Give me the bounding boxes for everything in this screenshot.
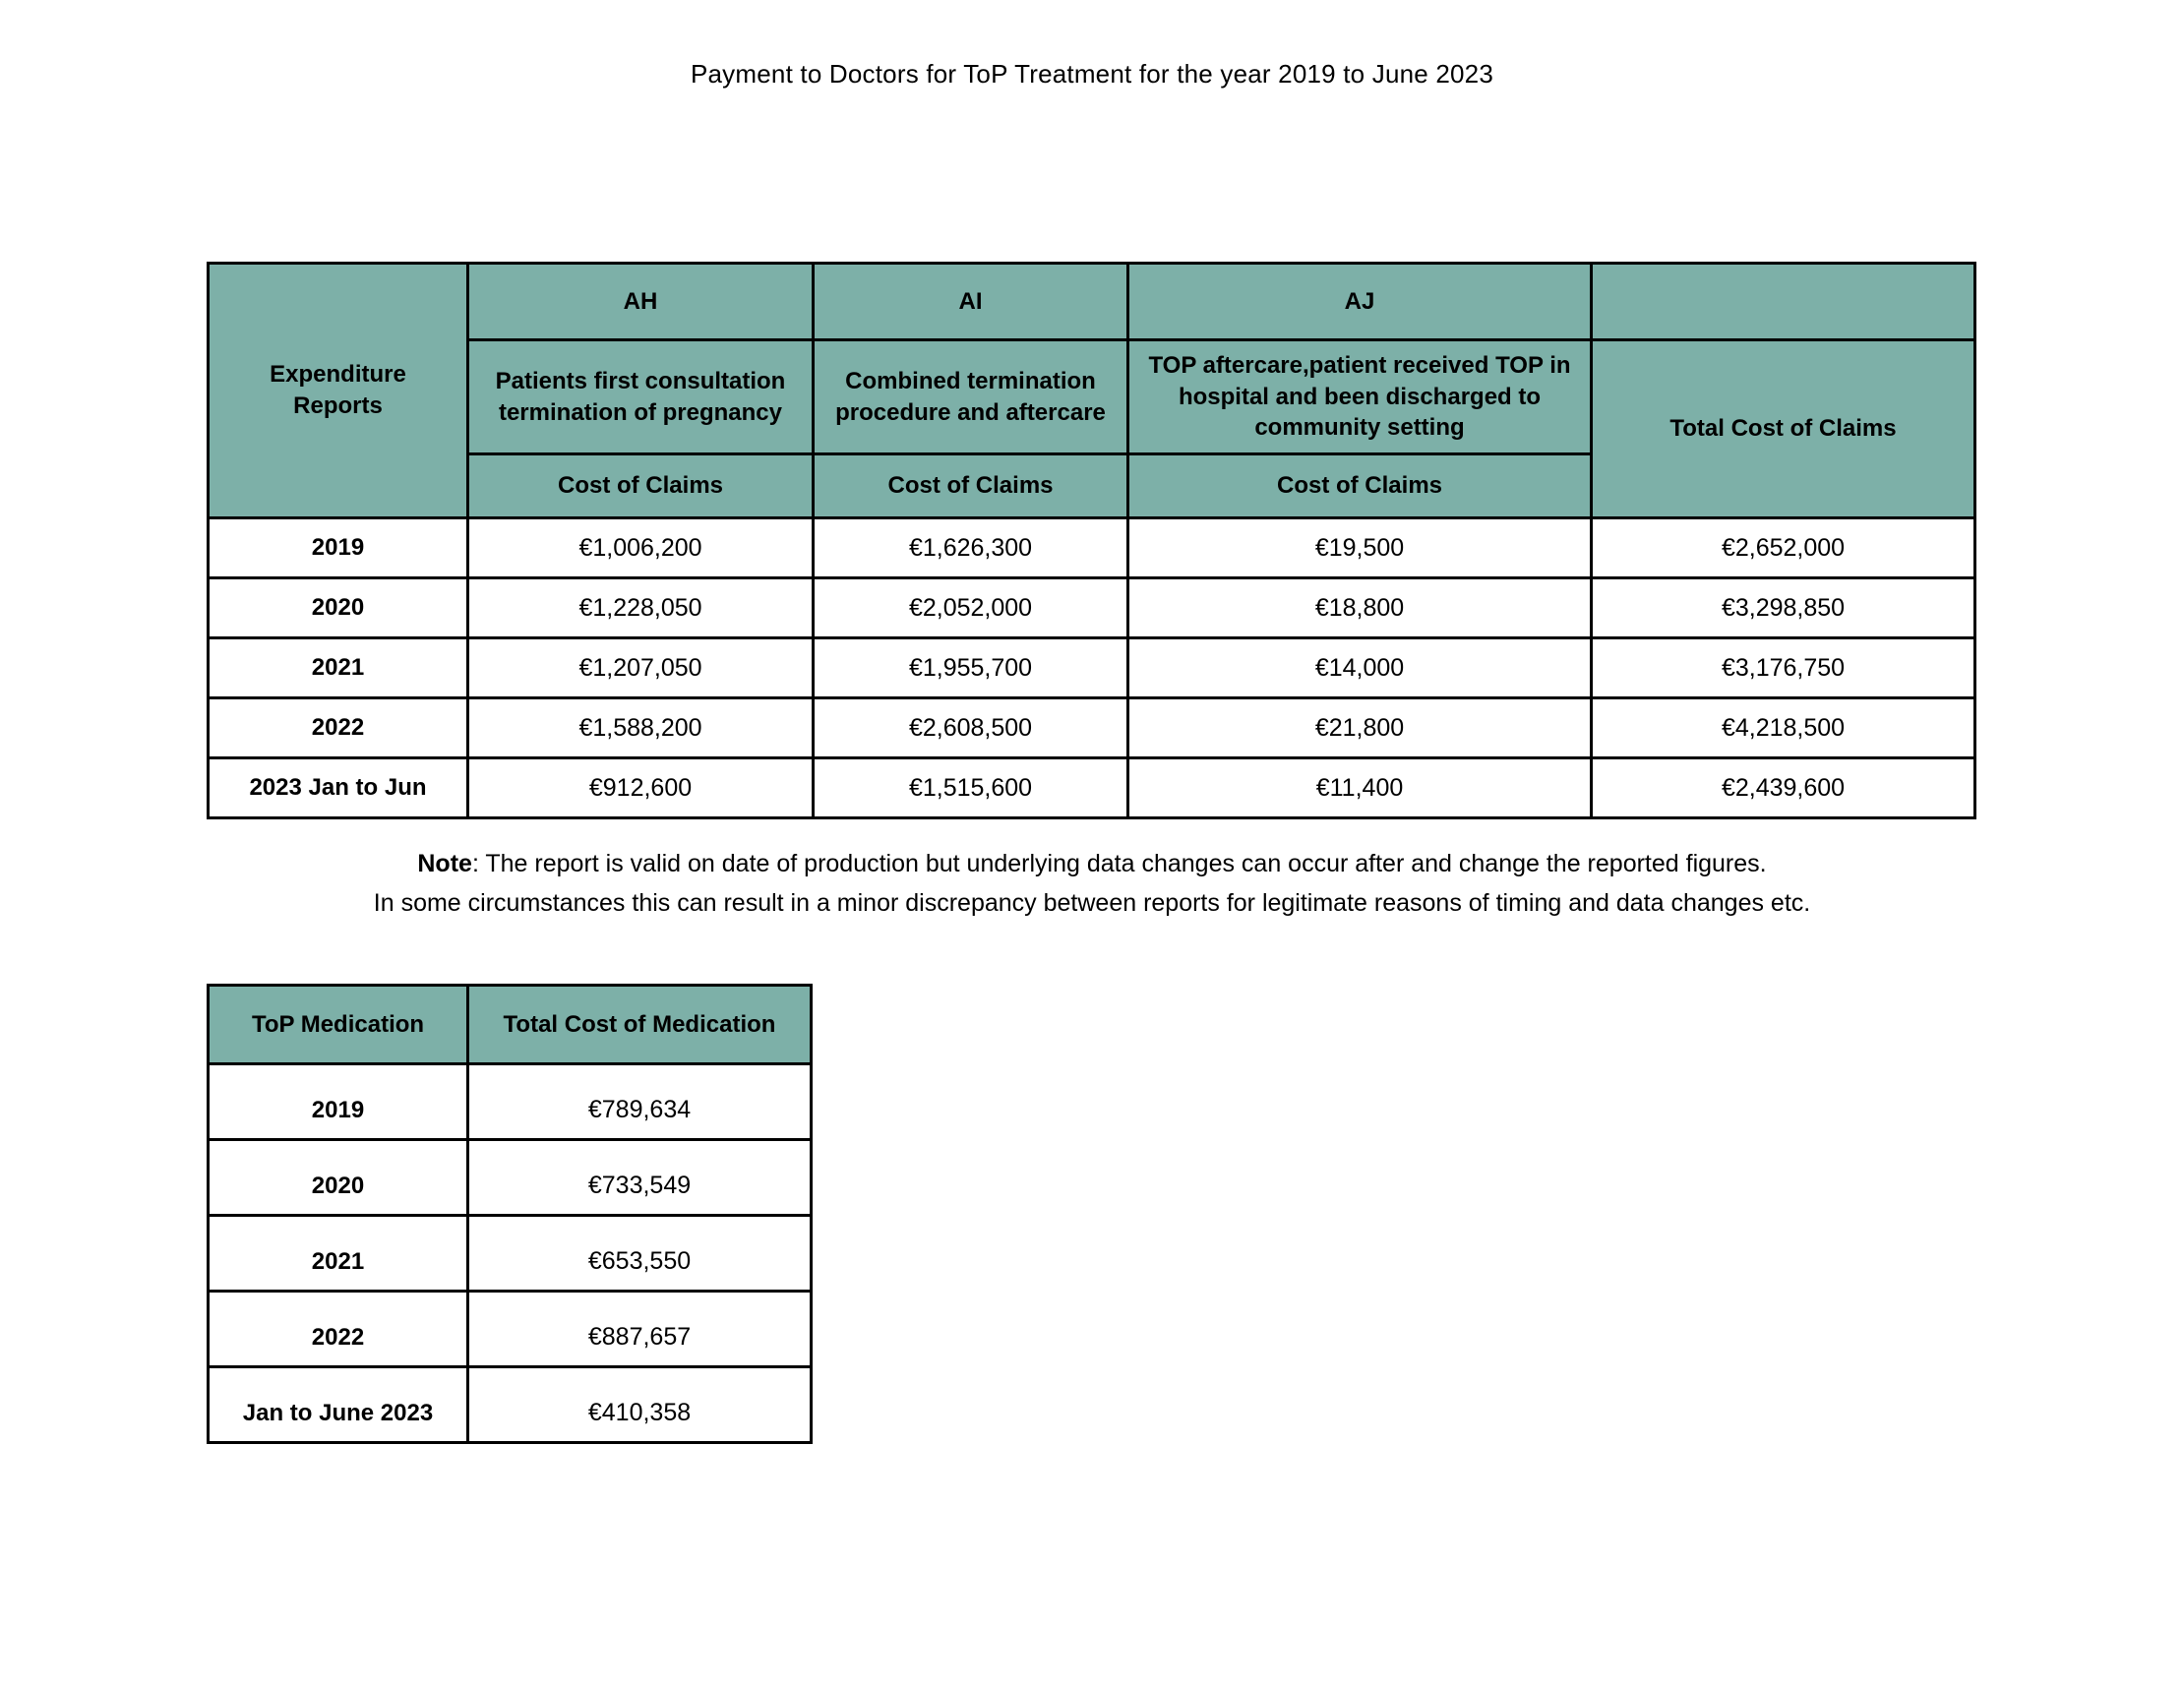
medication-year-label: Jan to June 2023 xyxy=(209,1367,468,1443)
medication-header-label: ToP Medication xyxy=(209,986,468,1064)
claims-code-aj: AJ xyxy=(1128,264,1592,340)
note-line-2: In some circumstances this can result in a minor discrepancy between reports for legitimate reasons of timing and data changes etc. xyxy=(373,889,1811,917)
claims-row-2020 xyxy=(209,578,1975,638)
claims-sub-aj: Cost of Claims xyxy=(1128,454,1592,518)
medication-row-2023 xyxy=(209,1367,812,1443)
medication-cost-value: €733,549 xyxy=(468,1140,812,1216)
claims-value-aj: €21,800 xyxy=(1128,698,1592,758)
claims-value-ai: €1,626,300 xyxy=(814,518,1128,578)
note-line-1-text: : The report is valid on date of production but underlying data changes can occur after and change the reported figures. xyxy=(471,850,1767,877)
claims-year-label: 2021 xyxy=(209,638,468,698)
claims-desc-ai: Combined termination procedure and aftercare xyxy=(814,340,1128,454)
note-label: Note xyxy=(417,850,472,877)
medication-cost-value: €653,550 xyxy=(468,1216,812,1292)
claims-total-header-spacer xyxy=(1592,264,1975,340)
claims-value-ah: €912,600 xyxy=(468,758,814,818)
claims-value-ai: €1,515,600 xyxy=(814,758,1128,818)
claims-expenditure-table xyxy=(207,262,1976,819)
claims-desc-aj: TOP aftercare,patient received TOP in hospital and been discharged to community setting xyxy=(1128,340,1592,454)
claims-year-label: 2023 Jan to Jun xyxy=(209,758,468,818)
claims-value-ai: €1,955,700 xyxy=(814,638,1128,698)
claims-value-total: €4,218,500 xyxy=(1592,698,1975,758)
medication-year-label: 2022 xyxy=(209,1292,468,1367)
claims-value-aj: €19,500 xyxy=(1128,518,1592,578)
claims-row-2019 xyxy=(209,518,1975,578)
medication-header-row xyxy=(209,986,812,1064)
claims-value-aj: €18,800 xyxy=(1128,578,1592,638)
medication-cost-value: €789,634 xyxy=(468,1064,812,1140)
medication-cost-table xyxy=(207,984,813,1444)
claims-row-2022 xyxy=(209,698,1975,758)
claims-value-ah: €1,228,050 xyxy=(468,578,814,638)
claims-value-aj: €11,400 xyxy=(1128,758,1592,818)
medication-row-2022 xyxy=(209,1292,812,1367)
claims-desc-ah: Patients first consultation termination of pregnancy xyxy=(468,340,814,454)
claims-value-total: €2,652,000 xyxy=(1592,518,1975,578)
claims-sub-ah: Cost of Claims xyxy=(468,454,814,518)
claims-code-ai: AI xyxy=(814,264,1128,340)
claims-value-total: €3,176,750 xyxy=(1592,638,1975,698)
page-title: Payment to Doctors for ToP Treatment for the year 2019 to June 2023 xyxy=(690,59,1493,89)
claims-value-total: €3,298,850 xyxy=(1592,578,1975,638)
claims-year-label: 2020 xyxy=(209,578,468,638)
claims-value-aj: €14,000 xyxy=(1128,638,1592,698)
claims-value-ai: €2,608,500 xyxy=(814,698,1128,758)
claims-total-header: Total Cost of Claims xyxy=(1592,340,1975,518)
medication-row-2021 xyxy=(209,1216,812,1292)
claims-header-descriptions-row xyxy=(209,340,1975,454)
medication-header-total: Total Cost of Medication xyxy=(468,986,812,1064)
report-note xyxy=(0,844,2184,923)
medication-cost-value: €887,657 xyxy=(468,1292,812,1367)
claims-value-ah: €1,006,200 xyxy=(468,518,814,578)
medication-row-2019 xyxy=(209,1064,812,1140)
claims-code-ah: AH xyxy=(468,264,814,340)
medication-row-2020 xyxy=(209,1140,812,1216)
note-line-1 xyxy=(0,844,2184,883)
medication-year-label: 2020 xyxy=(209,1140,468,1216)
claims-row-2021 xyxy=(209,638,1975,698)
medication-cost-value: €410,358 xyxy=(468,1367,812,1443)
claims-sub-ai: Cost of Claims xyxy=(814,454,1128,518)
medication-year-label: 2019 xyxy=(209,1064,468,1140)
medication-year-label: 2021 xyxy=(209,1216,468,1292)
claims-header-codes-row xyxy=(209,264,1975,340)
claims-value-total: €2,439,600 xyxy=(1592,758,1975,818)
claims-year-label: 2022 xyxy=(209,698,468,758)
claims-year-label: 2019 xyxy=(209,518,468,578)
claims-value-ai: €2,052,000 xyxy=(814,578,1128,638)
claims-corner-header: Expenditure Reports xyxy=(209,264,468,518)
claims-row-2023 xyxy=(209,758,1975,818)
claims-value-ah: €1,588,200 xyxy=(468,698,814,758)
claims-value-ah: €1,207,050 xyxy=(468,638,814,698)
